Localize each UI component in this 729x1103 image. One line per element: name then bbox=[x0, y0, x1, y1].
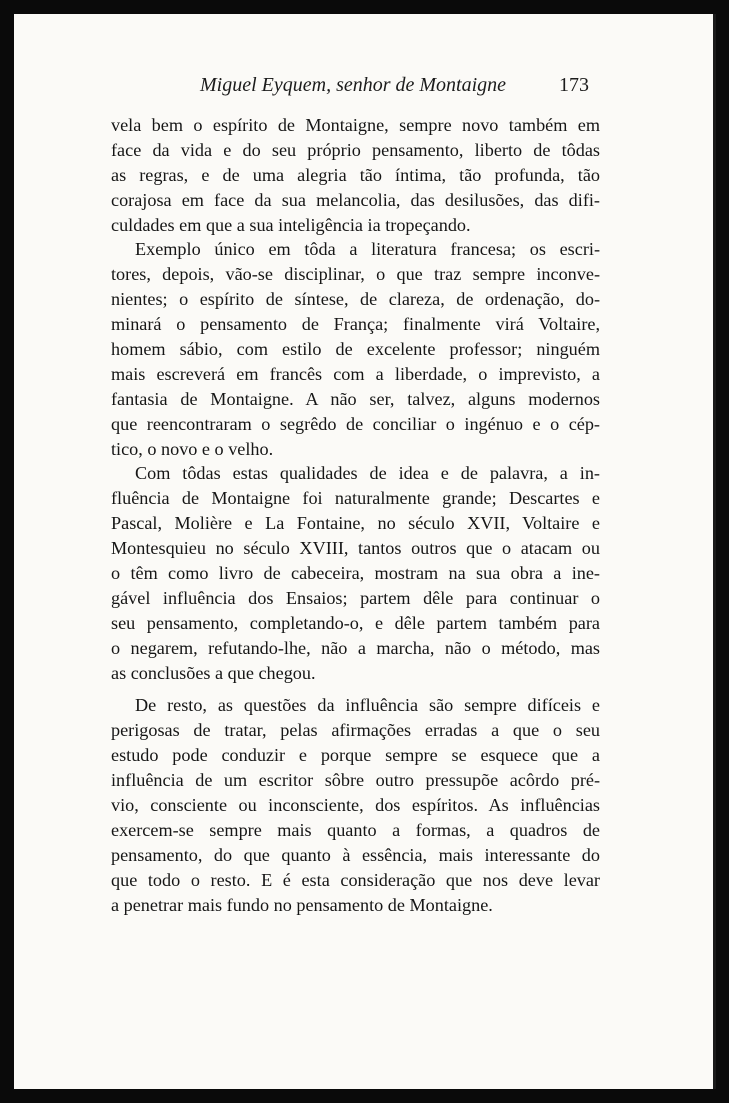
text-line: corajosa em face da sua melancolia, das desilusões, das difi- bbox=[111, 189, 600, 210]
text-line: pensamento, do que quanto à essência, mais interessante do bbox=[111, 844, 600, 865]
text-line: influência de um escritor sôbre outro pressupõe acôrdo pré- bbox=[111, 770, 600, 791]
book-page bbox=[14, 14, 716, 1089]
text-line: seu pensamento, completando-o, e dêle partem também para bbox=[111, 612, 600, 633]
text-line: Montesquieu no século XVIII, tantos outros que o atacam ou bbox=[111, 538, 600, 559]
text-line: Exemplo único em tôda a literatura francesa; os escri- bbox=[135, 239, 600, 260]
text-line: fluência de Montaigne foi naturalmente grande; Descartes e bbox=[111, 488, 600, 509]
text-line: as regras, e de uma alegria tão íntima, tão profunda, tão bbox=[111, 164, 600, 185]
text-line: exercem-se sempre mais quanto a formas, a quadros de bbox=[111, 819, 600, 840]
text-line: que reencontraram o segrêdo de conciliar o ingénuo e o cép- bbox=[111, 413, 600, 434]
paragraph bbox=[111, 461, 600, 685]
text-line: nientes; o espírito de síntese, de clareza, de ordenação, do- bbox=[111, 289, 600, 310]
paragraph bbox=[111, 113, 600, 237]
paragraph-gap bbox=[111, 685, 600, 693]
text-line: minará o pensamento de França; finalmente virá Voltaire, bbox=[111, 314, 600, 335]
text-line: Pascal, Molière e La Fontaine, no século XVII, Voltaire e bbox=[111, 513, 600, 534]
running-head bbox=[14, 70, 713, 104]
text-line: o negarem, refutando-lhe, não a marcha, não o método, mas bbox=[111, 637, 600, 658]
page-number: 173 bbox=[559, 74, 589, 96]
text-line: a penetrar mais fundo no pensamento de Montaigne. bbox=[111, 894, 493, 915]
text-line: o têm como livro de cabeceira, mostram na sua obra a ine- bbox=[111, 563, 600, 584]
text-line: vio, consciente ou inconsciente, dos espíritos. As influências bbox=[111, 795, 600, 816]
text-line: gável influência dos Ensaios; partem dêle para continuar o bbox=[111, 587, 600, 608]
text-line: estudo pode conduzir e porque sempre se esquece que a bbox=[111, 745, 600, 766]
text-line: mais escreverá em francês com a liberdade, o imprevisto, a bbox=[111, 363, 600, 384]
text-line: De resto, as questões da influência são sempre difíceis e bbox=[135, 695, 600, 716]
text-line: que todo o resto. E é esta consideração que nos deve levar bbox=[111, 869, 600, 890]
text-line: vela bem o espírito de Montaigne, sempre novo também em bbox=[111, 115, 600, 135]
text-line: fantasia de Montaigne. A não ser, talvez, alguns modernos bbox=[111, 388, 600, 409]
paragraph bbox=[111, 693, 600, 917]
text-line: tores, depois, vão-se disciplinar, o que traz sempre inconve- bbox=[111, 264, 600, 285]
text-line: Com tôdas estas qualidades de idea e de palavra, a in- bbox=[135, 463, 600, 484]
text-line: culdades em que a sua inteligência ia tropeçando. bbox=[111, 214, 471, 235]
text-line: perigosas de tratar, pelas afirmações erradas a que o seu bbox=[111, 720, 600, 741]
running-title: Miguel Eyquem, senhor de Montaigne bbox=[200, 74, 507, 96]
paragraph bbox=[111, 237, 600, 461]
text-line: face da vida e do seu próprio pensamento, liberto de tôdas bbox=[111, 139, 600, 160]
text-line: tico, o novo e o velho. bbox=[111, 438, 274, 459]
text-line: homem sábio, com estilo de excelente professor; ninguém bbox=[111, 339, 600, 360]
body-text bbox=[111, 113, 600, 918]
text-line: as conclusões a que chegou. bbox=[111, 662, 316, 683]
